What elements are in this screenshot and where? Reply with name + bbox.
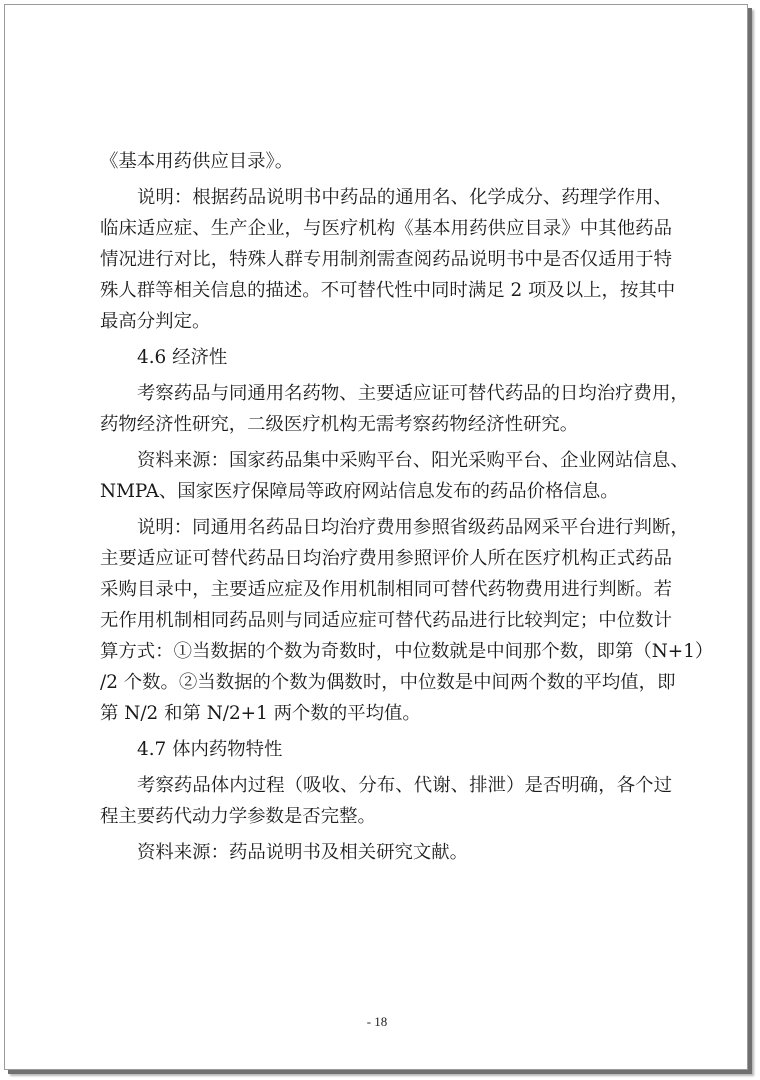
text-line: 算方式：①当数据的个数为奇数时，中位数就是中间那个数，即第（N+1） xyxy=(100,641,714,662)
paragraph-sources-pharmacokinetics xyxy=(100,837,672,868)
text-line: 说明：根据药品说明书中药品的通用名、化学成分、药理学作用、 xyxy=(137,187,672,208)
paragraph-sources-economics xyxy=(100,445,689,507)
text-line: 说明：同通用名药品日均治疗费用参照省级药品网采平台进行判断， xyxy=(137,517,689,538)
section-heading-4-6 xyxy=(100,342,672,373)
text-line: 程主要药代动力学参数是否完整。 xyxy=(100,806,376,827)
text-line: 考察药品体内过程（吸收、分布、代谢、排泄）是否明确，各个过 xyxy=(137,775,672,796)
paragraph-pharmacokinetics xyxy=(100,770,672,832)
paragraph-economics xyxy=(100,378,689,440)
heading-text: 4.7 体内药物特性 xyxy=(137,739,283,760)
text-line: 考察药品与同通用名药物、主要适应证可替代药品的日均治疗费用， xyxy=(137,383,689,404)
paragraph-note-economics xyxy=(100,512,714,729)
text-line: 药物经济性研究，二级医疗机构无需考察药物经济性研究。 xyxy=(100,414,579,435)
text-line: NMPA、国家医疗保障局等政府网站信息发布的药品价格信息。 xyxy=(100,481,619,502)
page-content xyxy=(100,146,714,868)
section-heading-4-7 xyxy=(100,734,672,765)
text-line: /2 个数。②当数据的个数为偶数时，中位数是中间两个数的平均值，即 xyxy=(100,672,676,693)
text-line: 第 N/2 和第 N/2+1 两个数的平均值。 xyxy=(100,703,421,724)
text-line: 资料来源：国家药品集中采购平台、阳光采购平台、企业网站信息、 xyxy=(137,450,689,471)
text-line: 最高分判定。 xyxy=(100,311,211,332)
text-line: 殊人群等相关信息的描述。不可替代性中同时满足 2 项及以上，按其中 xyxy=(100,280,676,301)
document-page xyxy=(4,4,748,1070)
text-line: 采购目录中，主要适应症及作用机制相同可替代药物费用进行判断。若 xyxy=(100,579,672,600)
text-line: 临床适应症、生产企业，与医疗机构《基本用药供应目录》中其他药品 xyxy=(100,218,672,239)
heading-text: 4.6 经济性 xyxy=(137,347,228,368)
text-line: 情况进行对比，特殊人群专用制剂需查阅药品说明书中是否仅适用于特 xyxy=(100,249,672,270)
text-line: 《基本用药供应目录》。 xyxy=(100,151,294,172)
text-line: 主要适应证可替代药品日均治疗费用参照评价人所在医疗机构正式药品 xyxy=(100,548,672,569)
text-line: 无作用机制相同药品则与同适应症可替代药品进行比较判定；中位数计 xyxy=(100,610,672,631)
text-line: 资料来源：药品说明书及相关研究文献。 xyxy=(137,842,469,863)
paragraph xyxy=(100,146,672,177)
page-number: - 18 xyxy=(366,1014,388,1029)
paragraph-note-substitutability xyxy=(100,182,676,337)
